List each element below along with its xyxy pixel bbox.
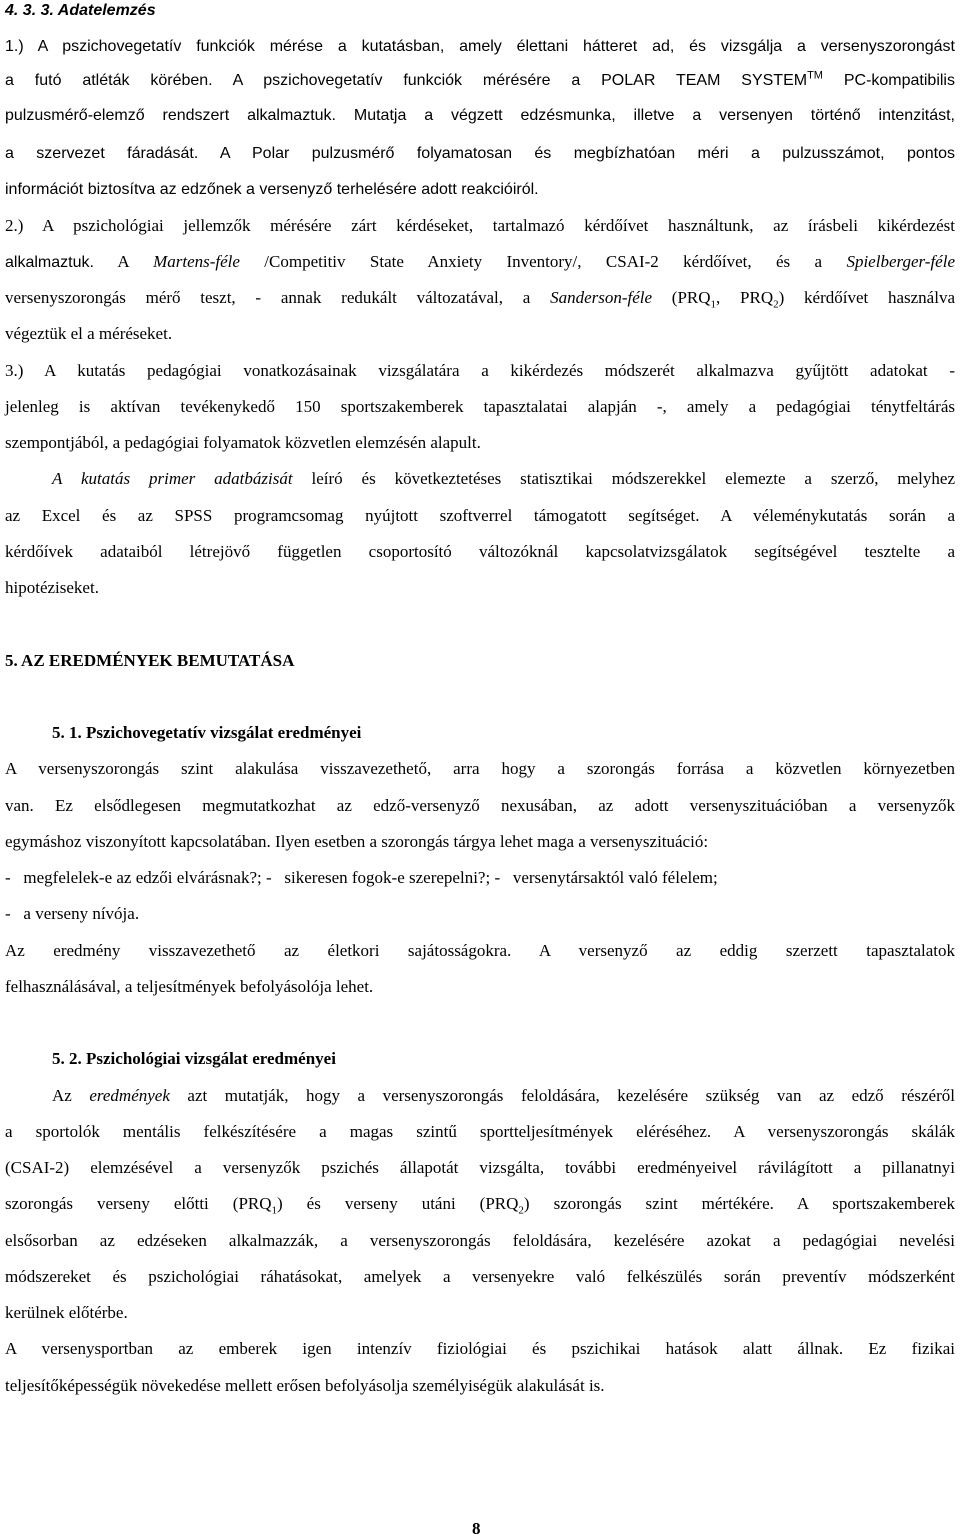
paragraph-line: (CSAI-2) elemzésével a versenyzők pszichés állapotát vizsgálta, további eredményeivel rávilágított a pillanatnyi <box>5 1158 955 1177</box>
paragraph-line: 3.) A kutatás pedagógiai vonatkozásainak vizsgálatára a kikérdezés módszerét alkalmazva gyűjtött adatokat - <box>5 361 955 380</box>
paragraph-line: egymáshoz viszonyított kapcsolatában. Ilyen esetben a szorongás tárgya lehet maga a versenyszituáció: <box>5 832 709 851</box>
paragraph-line: szorongás verseny előtti $(PRQ_1)$ és verseny utáni $(PRQ_2)$ szorongás szint mértékére. A sportszakemberek <box>5 1194 955 1217</box>
section-heading-4-3-3: 4. 3. 3. Adatelemzés <box>5 2 156 19</box>
paragraph-line: jelenleg is aktívan tevékenykedő 150 sportszakemberek tapasztalatai alapján -, amely a pedagógiai ténytfeltárás <box>5 397 955 416</box>
paragraph-line: Az eredmény visszavezethető az életkori sajátosságokra. A versenyző az eddig szerzett tapasztalatok <box>5 941 955 960</box>
paragraph-line: A versenyszorongás szint alakulása visszavezethető, arra hogy a szorongás forrása a közvetlen környezetben <box>5 759 955 778</box>
paragraph-line: pulzusmérő-elemző rendszert alkalmaztuk. Mutatja a végzett edzésmunka, illetve a versenyen történő intenzitást, <box>5 107 955 124</box>
paragraph-line: van. Ez elsődlegesen megmutatkozhat az edző-versenyző nexusában, az adott versenyszituációban a versenyzők <box>5 796 955 815</box>
paragraph-line: Az eredmények azt mutatják, hogy a versenyszorongás feloldására, kezelésére szükség van az edző részéről <box>52 1086 955 1105</box>
paragraph-line: a sportolók mentális felkészítésére a magas szintű sportteljesítmények eléréséhez. A versenyszorongás skálák <box>5 1122 955 1141</box>
paragraph-line: 2.) A pszichológiai jellemzők mérésére zárt kérdéseket, tartalmazó kérdőívet használtunk, az írásbeli kikérdezést <box>5 216 955 235</box>
paragraph-line: versenyszorongás mérő teszt, - annak redukált változatával, a Sanderson-féle ($PRQ_1$, $PRQ_2$) kérdőívet használva <box>5 288 955 311</box>
page-number: 8 <box>472 1519 481 1538</box>
paragraph-line: A kutatás primer adatbázisát leíró és következtetéses statisztikai módszerekkel elemezte a szerző, melyhez <box>52 469 955 488</box>
paragraph-line: hipotéziseket. <box>5 578 99 597</box>
paragraph-line: 1.) A pszichovegetatív funkciók mérése a kutatásban, amely élettani hátteret ad, és vizsgálja a versenyszorongást <box>5 38 955 55</box>
paragraph-line: szempontjából, a pedagógiai folyamatok közvetlen elemzésén alapult. <box>5 433 481 452</box>
section-heading-5-2: 5. 2. Pszichológiai vizsgálat eredményei <box>52 1049 336 1068</box>
section-heading-5-1: 5. 1. Pszichovegetatív vizsgálat eredményei <box>52 723 362 742</box>
chapter-heading-5: 5. AZ EREDMÉNYEK BEMUTATÁSA <box>5 651 295 670</box>
paragraph-line: információt biztosítva az edzőnek a versenyző terhelésére adott reakcióiról. <box>5 181 539 198</box>
paragraph-line: elsősorban az edzéseken alkalmazzák, a versenyszorongás feloldására, kezelésére azokat a pedagógiai nevelési <box>5 1231 955 1250</box>
paragraph-line: a futó atléták körében. A pszichovegetatív funkciók mérésére a POLAR TEAM SYSTEM™ PC-kompatibilis <box>5 69 955 89</box>
paragraph-line: kerülnek előtérbe. <box>5 1303 128 1322</box>
paragraph-line: felhasználásával, a teljesítmények befolyásolója lehet. <box>5 977 374 996</box>
list-line: - a verseny nívója. <box>5 904 140 923</box>
paragraph-line: végeztük el a méréseket. <box>5 324 173 343</box>
paragraph-line: az Excel és az SPSS programcsomag nyújtott szoftverrel támogatott segítséget. A véleménykutatás során a <box>5 506 955 525</box>
paragraph-line: módszereket és pszichológiai ráhatásokat, amelyek a versenyekre való felkészülés során preventív módszerként <box>5 1267 955 1286</box>
paragraph-line: alkalmaztuk. A Martens-féle /Competitiv State Anxiety Inventory/, CSAI-2 kérdőívet, és a Spielberger-féle <box>5 252 955 271</box>
paragraph-line: teljesítőképességük növekedése mellett erősen befolyásolja személyiségük alakulását is. <box>5 1376 605 1395</box>
paragraph-line: a szervezet fáradását. A Polar pulzusmérő folyamatosan és megbízhatóan méri a pulzusszámot, pontos <box>5 145 955 162</box>
paragraph-line: A versenysportban az emberek igen intenzív fiziológiai és pszichikai hatások alatt állnak. Ez fizikai <box>5 1339 955 1358</box>
list-line: - megfelelek-e az edzői elvárásnak?; - sikeresen fogok-e szerepelni?; - versenytársaktól való félelem; <box>5 868 718 887</box>
paragraph-line: kérdőívek adataiból létrejövő független csoportosító változóknál kapcsolatvizsgálatok segítségével tesztelte a <box>5 542 955 561</box>
